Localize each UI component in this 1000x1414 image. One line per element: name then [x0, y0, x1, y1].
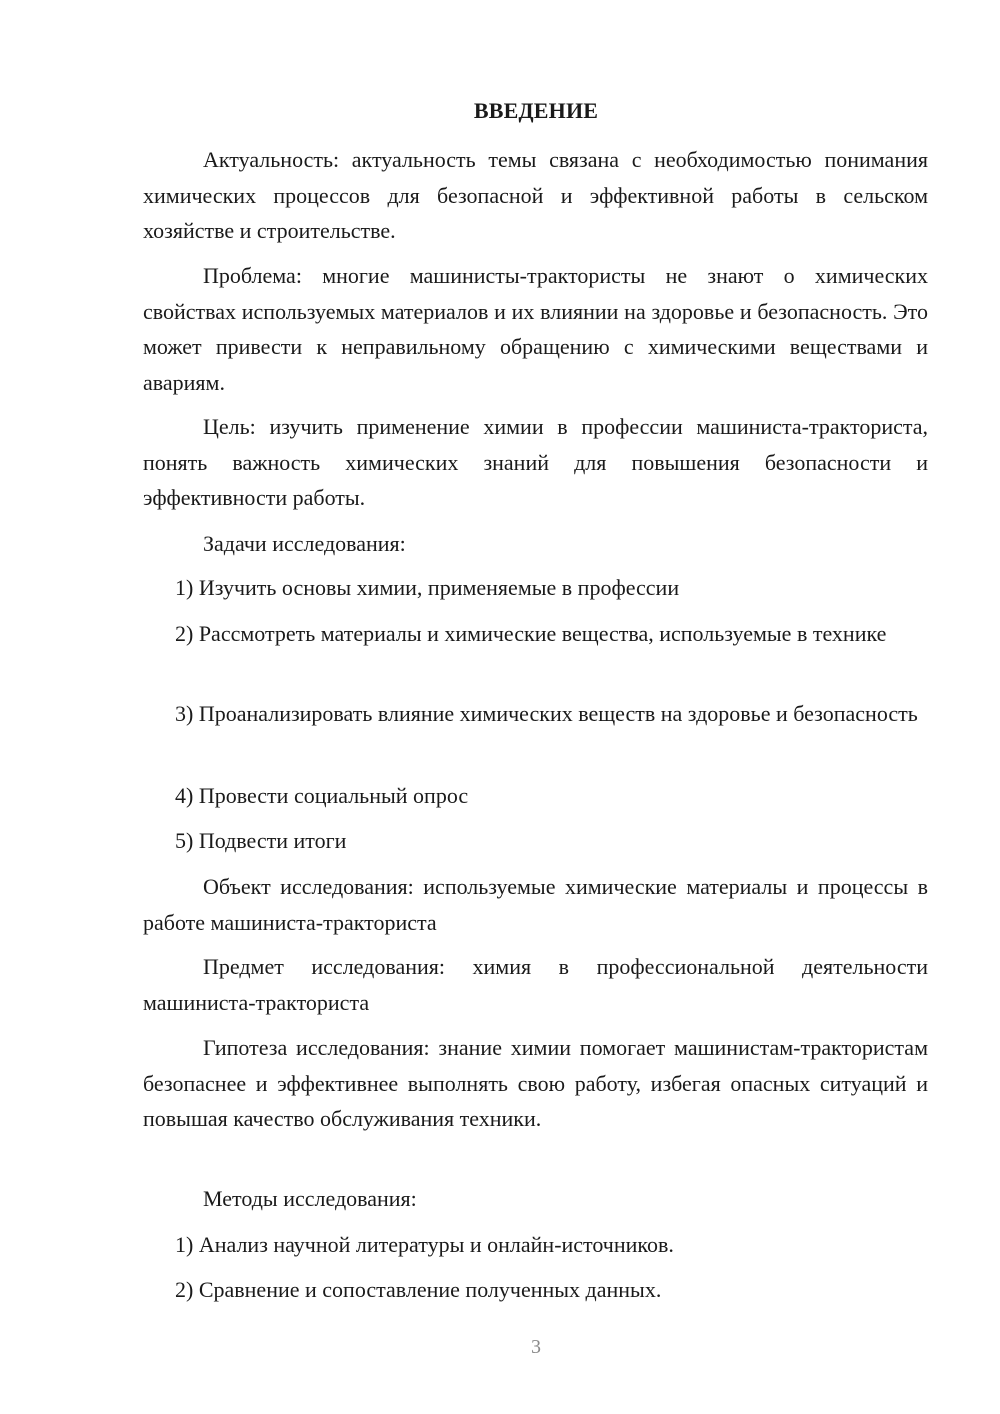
object-paragraph: Объект исследования: используемые химические материалы и процессы в работе машиниста-тракториста [143, 874, 928, 935]
task-item-4: 4) Провести социальный опрос [175, 783, 469, 808]
page-number: 3 [531, 1336, 541, 1358]
subject-paragraph: Предмет исследования: химия в профессиональной деятельности машиниста-тракториста [143, 954, 928, 1015]
task-item-1: 1) Изучить основы химии, применяемые в профессии [175, 575, 680, 600]
task-item-5: 5) Подвести итоги [175, 828, 347, 853]
tasks-heading: Задачи исследования: [203, 531, 406, 556]
goal-paragraph: Цель: изучить применение химии в профессии машиниста-тракториста, понять важность химических знаний для повышения безопасности и эффективности работы. [143, 414, 928, 510]
hypothesis-paragraph: Гипотеза исследования: знание химии помогает машинистам-трактористам безопаснее и эффективнее выполнять свою работу, избегая опасных ситуаций и повышая качество обслуживания техники. [143, 1035, 928, 1131]
relevance-paragraph: Актуальность: актуальность темы связана с необходимостью понимания химических процессов для безопасной и эффективной работы в сельском хозяйстве и строительстве. [143, 147, 928, 243]
task-item-2: 2) Рассмотреть материалы и химические вещества, используемые в технике [175, 621, 887, 646]
problem-paragraph: Проблема: многие машинисты-трактористы не знают о химических свойствах используемых материалов и их влиянии на здоровье и безопасность. Это может привести к неправильному обращению с химическими веществами и авариям. [143, 263, 928, 395]
method-item-2: 2) Сравнение и сопоставление полученных данных. [175, 1277, 662, 1302]
methods-heading: Методы исследования: [203, 1186, 417, 1211]
method-item-1: 1) Анализ научной литературы и онлайн-источников. [175, 1232, 674, 1257]
page-title: ВВЕДЕНИЕ [473, 98, 599, 123]
task-item-3: 3) Проанализировать влияние химических веществ на здоровье и безопасность [175, 701, 918, 726]
